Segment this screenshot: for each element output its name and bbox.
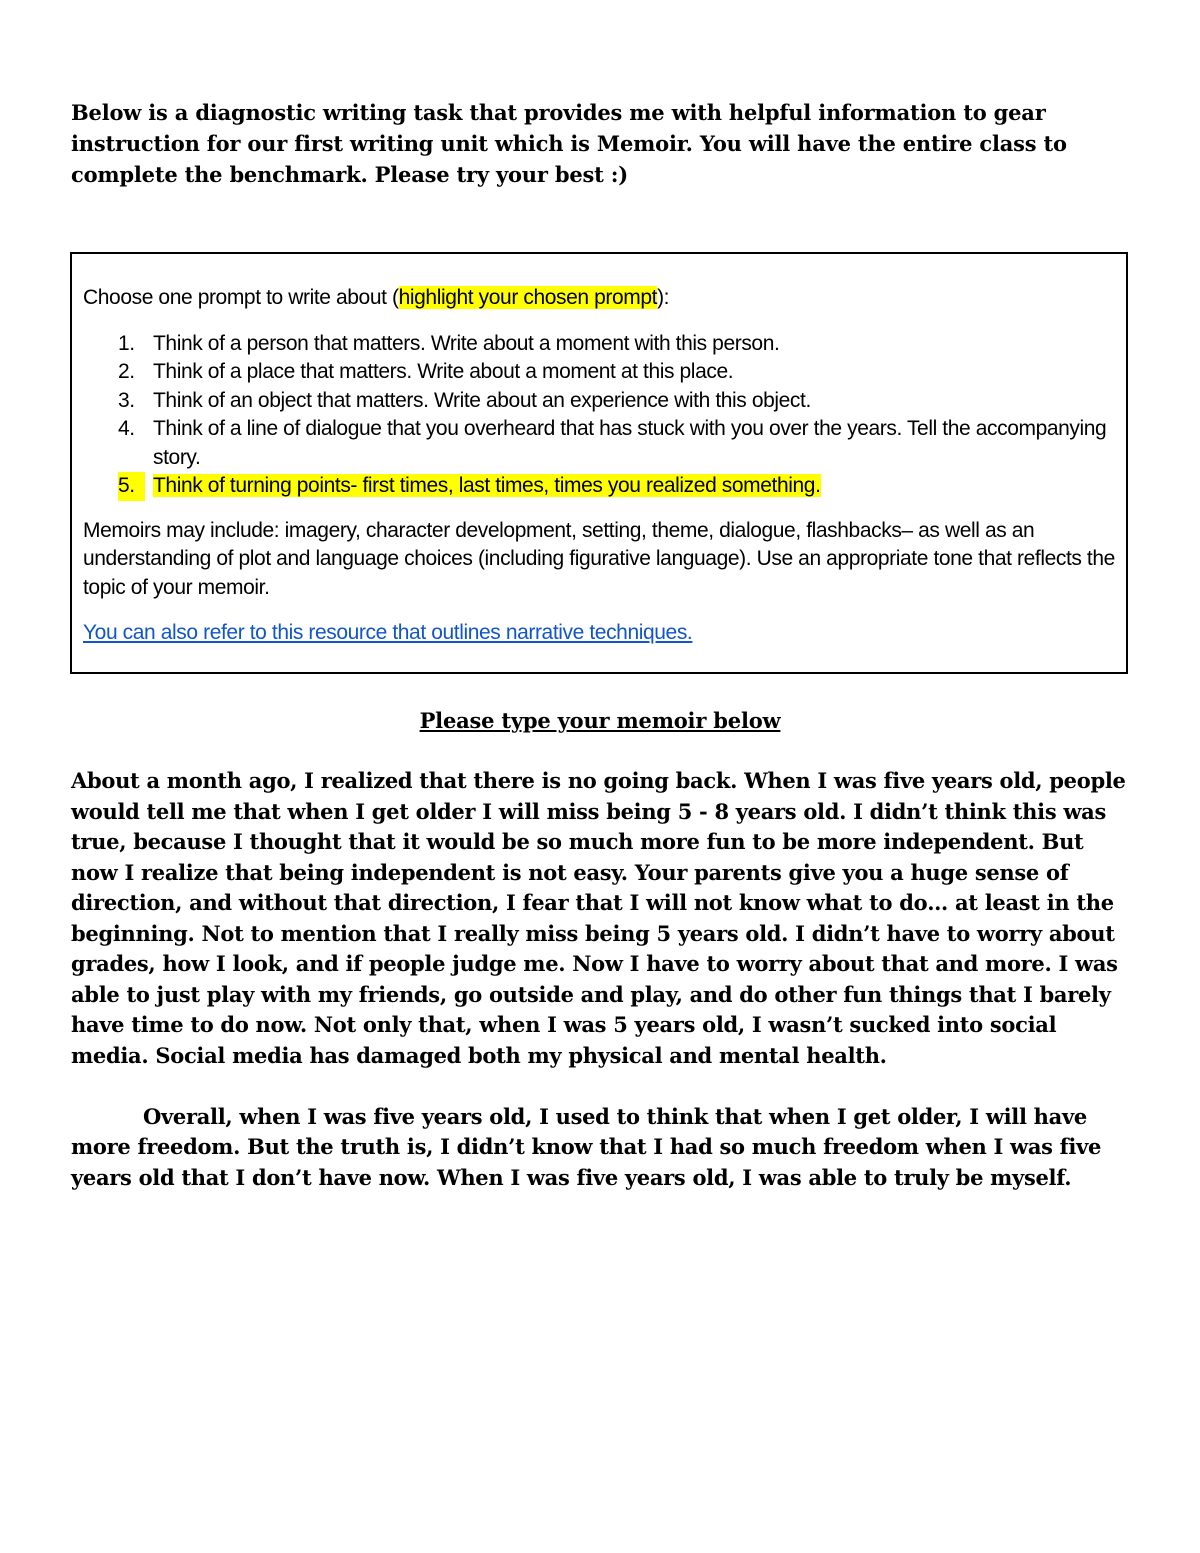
prompt-list [83,330,1123,501]
narrative-techniques-link[interactable]: You can also refer to this resource that outlines narrative techniques. [83,621,693,644]
resource-link-line [83,619,1123,648]
prompt-item-5-highlighted [83,472,1123,501]
memoir-paragraph-2: Overall, when I was five years old, I used to think that when I get older, I will have more freedom. But the truth is, I didn’t know that I had so much freedom when I was five years old that I don’t have now. When I was five years old, I was able to truly be myself. [71,1103,1102,1190]
memoir-text-area[interactable] [71,766,1131,1193]
prompt-item-4 [83,415,1123,472]
prompt-number: 4. [118,417,135,440]
prompt-number: 2. [118,360,135,383]
prompt-number: 1. [118,331,135,355]
prompt-item-2 [83,358,1123,387]
prompt-text: Think of turning points- first times, last times, times you realized something. [153,474,821,497]
intro-instructions: Below is a diagnostic writing task that provides me with helpful information to gear instruction for our first writing unit which is Memoir. You will have the entire class to complete the benchmark. Please try your best :) [71,100,1067,187]
memoir-paragraph-1: About a month ago, I realized that there is no going back. When I was five years old, people would tell me that when I get older I will miss being 5 - 8 years old. I didn’t think this was true, because I thought that it would be so much more fun to be more independent. But now I realize that being independent is not easy. Your parents give you a huge sense of direction, and without that direction, I fear that I will not know what to do… at least in the beginning. Not to mention that I really miss being 5 years old. I didn’t have to worry about grades, how I look, and if people judge me. Now I have to worry about that and more. I was able to just play with my friends, go outside and play, and do other fun things that I barely have time to do now. Not only that, when I was 5 years old, I wasn’t sucked into social media. Social media has damaged both my physical and mental health. [71,768,1126,1068]
prompt-item-3 [83,387,1123,416]
prompt-box-content [83,284,1123,648]
prompt-text: Think of a line of dialogue that you overheard that has stuck with you over the years. Tell the accompanying story. [153,417,1107,469]
prompt-number: 3. [118,388,135,412]
prompt-text: Think of a person that matters. Write about a moment with this person. [153,331,780,355]
choose-prefix: Choose one prompt to write about ( [83,286,399,309]
prompt-number: 5. [118,472,145,501]
prompt-item-1 [83,330,1123,359]
prompt-text: Think of an object that matters. Write about an experience with this object. [153,388,811,412]
choose-highlight-text: highlight your chosen prompt [398,286,658,309]
prompt-text: Think of a place that matters. Write about a moment at this place. [153,360,734,383]
memoir-elements-note: Memoirs may include: imagery, character development, setting, theme, dialogue, flashbacks– as well as an understanding of plot and language choices (including figurative language). Use an appropriate tone that reflects the topic of your memoir. [83,518,1115,599]
prompt-box [70,252,1128,674]
choose-prompt-instruction [83,284,1123,313]
memoir-section-heading: Please type your memoir below [419,708,781,733]
choose-suffix: ): [657,286,670,309]
